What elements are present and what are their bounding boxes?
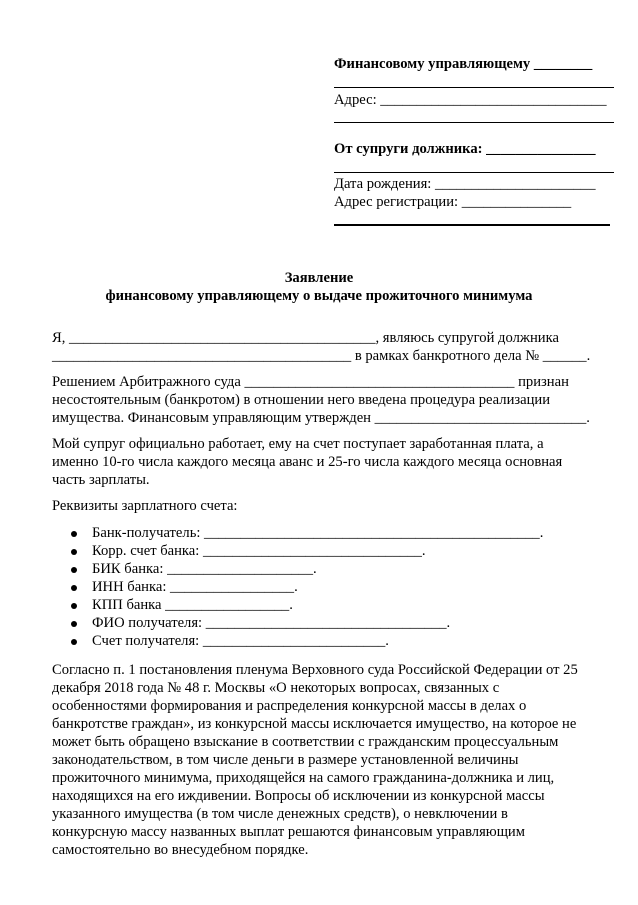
decision-line: Решением Арбитражного суда _____________________________________ признан xyxy=(52,374,569,390)
bullet-icon xyxy=(71,639,77,645)
legal-line: находящихся на его иждивении. Вопросы об исключении из конкурсной массы xyxy=(52,788,545,804)
blank-line xyxy=(334,224,610,226)
salary-line: именно 10-го числа каждого месяца аванс и 25-го числа каждого месяца основная xyxy=(52,454,563,470)
requisites-title: Реквизиты зарплатного счета: xyxy=(52,498,238,514)
requisite-item: БИК банка: ____________________. xyxy=(92,561,317,577)
legal-line: особенностями формирования и распределения конкурсной массы в делах о xyxy=(52,698,527,714)
requisite-item: Корр. счет банка: ______________________________. xyxy=(92,543,426,559)
requisite-item: Счет получателя: _________________________. xyxy=(92,633,389,649)
legal-line: может быть обращено взыскание в соответствии с гражданским процессуальным xyxy=(52,734,559,750)
bullet-icon xyxy=(71,585,77,591)
legal-line: конкурсную массу названных выплат решаются финансовым управляющим xyxy=(52,824,525,840)
legal-line: самостоятельно во внесудебном порядке. xyxy=(52,842,309,858)
document-subtitle: финансовому управляющему о выдаче прожиточного минимума xyxy=(105,288,533,304)
legal-line: банкротстве граждан», из конкурсной массы исключается имущество, на которое не xyxy=(52,716,577,732)
sender-line: От супруги должника: _______________ xyxy=(334,141,596,157)
address-line: Адрес: _______________________________ xyxy=(334,92,607,108)
salary-line: Мой супруг официально работает, ему на счет поступает заработанная плата, а xyxy=(52,436,544,452)
decision-line: имущества. Финансовым управляющим утвержден _____________________________. xyxy=(52,410,590,426)
legal-line: прожиточного минимума, приходящейся на самого гражданина-должника и лиц, xyxy=(52,770,555,786)
requisite-item: Банк-получатель: ______________________________________________. xyxy=(92,525,544,541)
legal-line: Согласно п. 1 постановления пленума Верховного суда Российской Федерации от 25 xyxy=(52,662,578,678)
recipient-line: Финансовому управляющему ________ xyxy=(334,56,593,72)
requisite-item: ИНН банка: _________________. xyxy=(92,579,298,595)
registration-line: Адрес регистрации: _______________ xyxy=(334,194,572,210)
blank-line xyxy=(334,122,614,123)
legal-line: декабря 2018 года № 48 г. Москвы «О некоторых вопросах, связанных с xyxy=(52,680,500,696)
requisite-item: ФИО получателя: _________________________________. xyxy=(92,615,451,631)
legal-line: законодательством, в том числе деньги в размере установленной величины xyxy=(52,752,519,768)
blank-line xyxy=(334,87,614,88)
legal-line: указанного имущества (в том числе денежных средств), о невключении в xyxy=(52,806,508,822)
bullet-icon xyxy=(71,549,77,555)
birth-date-line: Дата рождения: ______________________ xyxy=(334,176,596,192)
decision-line: несостоятельным (банкротом) в отношении него введена процедура реализации xyxy=(52,392,551,408)
blank-line xyxy=(334,172,614,173)
requisite-item: КПП банка _________________. xyxy=(92,597,293,613)
bullet-icon xyxy=(71,603,77,609)
bullet-icon xyxy=(71,531,77,537)
salary-line: часть зарплаты. xyxy=(52,472,150,488)
bullet-icon xyxy=(71,621,77,627)
intro-line: Я, __________________________________________, являюсь супругой должника xyxy=(52,330,559,346)
document-title: Заявление xyxy=(284,270,354,286)
bullet-icon xyxy=(71,567,77,573)
intro-line: _________________________________________ в рамках банкротного дела № ______. xyxy=(52,348,591,364)
